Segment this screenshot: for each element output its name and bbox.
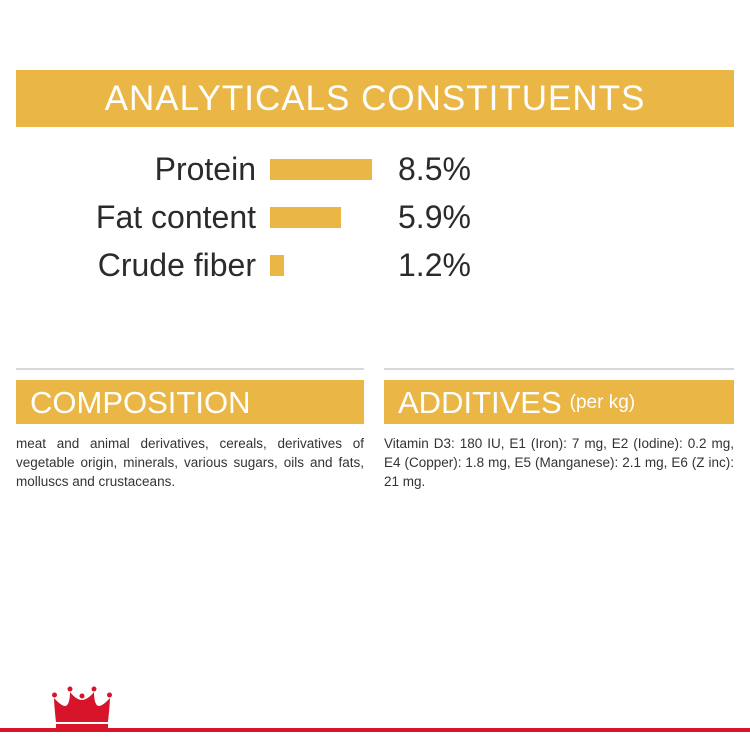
bar-fat-content bbox=[270, 207, 341, 228]
additives-panel bbox=[384, 368, 734, 491]
nutrient-label: Fat content bbox=[95, 198, 256, 235]
additives-heading-banner bbox=[384, 380, 734, 424]
divider bbox=[384, 368, 734, 370]
nutrient-value: 5.9% bbox=[398, 198, 471, 235]
nutrient-label: Protein bbox=[154, 150, 256, 187]
composition-text: meat and animal derivatives, cereals, derivatives of vegetable origin, minerals, various sugars, oils and fats, molluscs and crustaceans. bbox=[16, 436, 364, 490]
chart-row bbox=[16, 241, 734, 289]
bar-track bbox=[270, 159, 390, 180]
analyticals-heading-banner bbox=[16, 70, 734, 127]
chart-row bbox=[16, 145, 734, 193]
composition-heading-banner bbox=[16, 380, 364, 424]
composition-panel bbox=[16, 368, 364, 491]
chart-row bbox=[16, 193, 734, 241]
additives-subtitle: (per kg) bbox=[569, 391, 636, 413]
additives-title: ADDITIVES bbox=[398, 384, 562, 420]
bar-crude-fiber bbox=[270, 255, 284, 276]
footer-accent-bar bbox=[0, 728, 750, 732]
nutrient-value: 8.5% bbox=[398, 150, 471, 187]
bar-track bbox=[270, 255, 390, 276]
page-title: ANALYTICALS CONSTITUENTS bbox=[104, 79, 646, 118]
divider bbox=[16, 368, 364, 370]
nutrient-bar-chart bbox=[16, 145, 734, 289]
crown-logo-icon bbox=[52, 682, 112, 728]
nutrient-label: Crude fiber bbox=[97, 246, 256, 283]
composition-title: COMPOSITION bbox=[30, 384, 251, 420]
additives-text: Vitamin D3: 180 IU, E1 (Iron): 7 mg, E2 (Iodine): 0.2 mg, E4 (Copper): 1.8 mg, E5 (Manganese): 2.1 mg, E6 (Z inc): 21 mg. bbox=[384, 436, 734, 490]
nutrient-value: 1.2% bbox=[398, 246, 471, 283]
bar-protein bbox=[270, 159, 372, 180]
bar-track bbox=[270, 207, 390, 228]
